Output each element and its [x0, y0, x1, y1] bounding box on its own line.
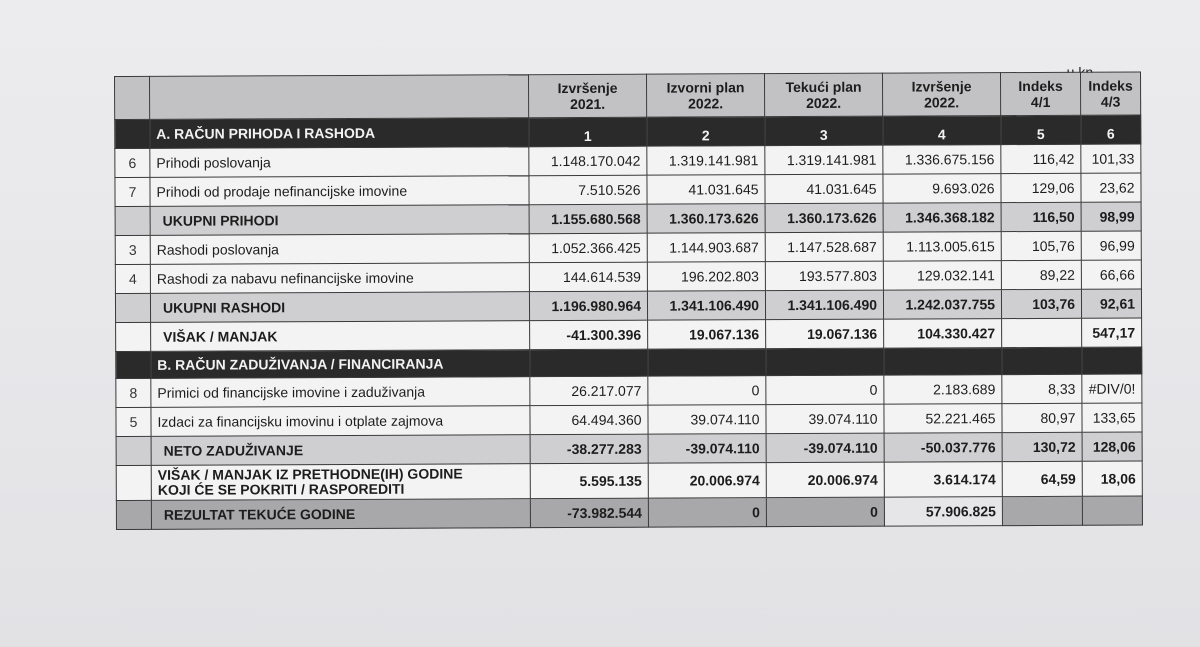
header-empty-no — [115, 76, 150, 119]
row-visak-prethodne-godine: VIŠAK / MANJAK IZ PRETHODNE(IH) GODINE KOJI ĆE SE POKRITI / RASPOREDITI 5.595.135 20.006.974 20.006.974 3.614.174 64,59 18,06 — [116, 461, 1142, 500]
table-row: 5 Izdaci za financijsku imovinu i otplate zajmova 64.494.360 39.074.110 39.074.110 52.221.465 80,97 133,65 — [116, 403, 1142, 436]
total-row-ukupni-prihodi: UKUPNI PRIHODI 1.155.680.568 1.360.173.626 1.360.173.626 1.346.368.182 116,50 98,99 — [115, 202, 1141, 235]
section-b-title: B. RAČUN ZADUŽIVANJA / FINANCIRANJA — [151, 350, 530, 379]
table-row: 3 Rashodi poslovanja 1.052.366.425 1.144.903.687 1.147.528.687 1.113.005.615 105,76 96,99 — [115, 231, 1141, 264]
header-indeks-4-1: Indeks 4/1 — [1000, 72, 1080, 115]
header-izvrsenje-2022: Izvršenje 2022. — [882, 73, 1000, 117]
table-row: 4 Rashodi za nabavu nefinancijske imovine 144.614.539 196.202.803 193.577.803 129.032.141 89,22 66,66 — [115, 260, 1141, 293]
total-row-rezultat: REZULTAT TEKUĆE GODINE -73.982.544 0 0 57.906.825 — [116, 496, 1142, 529]
header-indeks-4-3: Indeks 4/3 — [1080, 72, 1140, 115]
col-number: 2 — [647, 117, 765, 147]
section-a-row — [115, 115, 1141, 148]
section-a-title: A. RAČUN PRIHODA I RASHODA — [150, 118, 529, 149]
header-izvrsenje-2021: Izvršenje 2021. — [528, 74, 646, 118]
budget-summary-table — [114, 72, 1143, 530]
header-empty-label — [150, 75, 529, 120]
table-row: 8 Primici od financijske imovine i zaduživanja 26.217.077 0 0 2.183.689 8,33 #DIV/0! — [116, 374, 1142, 407]
col-number: 4 — [883, 116, 1001, 146]
table-row: 7 Prihodi od prodaje nefinancijske imovine 7.510.526 41.031.645 41.031.645 9.693.026 129,06 23,62 — [115, 173, 1141, 206]
col-number: 6 — [1081, 115, 1141, 144]
col-number: 5 — [1001, 115, 1081, 144]
table-header-row — [115, 72, 1141, 119]
total-row-neto-zaduzivanje: NETO ZADUŽIVANJE -38.277.283 -39.074.110 -39.074.110 -50.037.776 130,72 128,06 — [116, 432, 1142, 465]
col-number: 1 — [529, 117, 647, 147]
row-visak-manjak: VIŠAK / MANJAK -41.300.396 19.067.136 19.067.136 104.330.427 547,17 — [116, 318, 1142, 351]
header-izvorni-plan-2022: Izvorni plan 2022. — [646, 74, 764, 118]
table-row: 6 Prihodi poslovanja 1.148.170.042 1.319.141.981 1.319.141.981 1.336.675.156 116,42 101,33 — [115, 144, 1141, 177]
header-tekuci-plan-2022: Tekući plan 2022. — [764, 73, 882, 117]
col-number: 3 — [765, 116, 883, 146]
total-row-ukupni-rashodi: UKUPNI RASHODI 1.196.980.964 1.341.106.490 1.341.106.490 1.242.037.755 103,76 92,61 — [115, 289, 1141, 322]
